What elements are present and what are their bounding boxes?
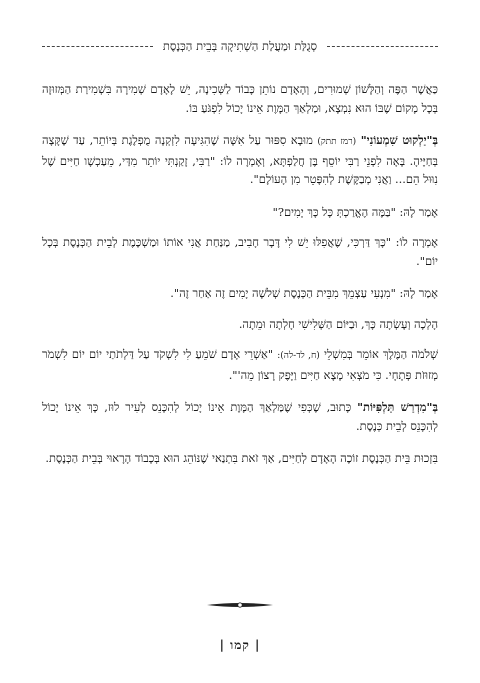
paragraph-7 xyxy=(42,345,438,384)
page-body xyxy=(42,80,438,482)
paragraph-7-quote: "אַשְׁרֵי אָדָם שֹׁמֵעַ לִי לִשְׁקֹד עַל דַּלְתֹתַי יוֹם יוֹם לִשְׁמֹר מְזוּזֹת פְּתָחָי. כִּי מֹצְאִי מָצָא חַיִּים וַיָּפֶק רָצוֹן מֵה'". xyxy=(42,347,438,382)
page-number: | קמו | xyxy=(219,638,261,652)
paragraph-9 xyxy=(42,449,438,468)
paragraph-3-text: אָמַר לָהּ: "בַּמֶּה הֶאֱרַכְתְּ כָּל כָּךְ יָמִים?" xyxy=(272,204,438,219)
paragraph-8-lead: בְּ"מִדְרַשׁ תַּלְפִּיּוֹת" xyxy=(357,400,438,414)
paragraph-3 xyxy=(42,203,438,222)
header-title: סְגֻלַּת וּמַעֲלַת הַשְׁתִיקָה בְּבֵית הַכְּנֶסֶת xyxy=(162,39,318,53)
paragraph-9-text: בִּזְכוּת בֵּית הַכְּנֶסֶת זוֹכֶה הָאָדָם לְחַיִּים, אַךְ זֹאת בִּתְנַאי שֶׁנּוֹהֵג הוּא בְּכָבוֹד הָרָאוּי בְּבֵית הַכְּנֶסֶת. xyxy=(45,451,438,465)
section-divider-ornament xyxy=(205,600,275,610)
paragraph-2-text: מוּבָא סִפּוּר עַל אִשָּׁה שֶׁהִגִּיעָה לִזְקְנָה מֻפְלֶגֶת בְּיוֹתֵר, עַד שֶׁקָּצָה בְּחַיֶּיהָ. בָּאָה לִפְנֵי רַבִּי יוֹסֵף בֶּן חֲלַפְתָּא, וְאָמְרָה לוֹ: "רַבִּי, זָקַנְתִּי יוֹתֵר מִדַּי, מֵעַכְשָׁו חַיִּים שֶׁל נִוּוּל הֵם... וַאֲנִי מְבַקֶּשֶׁת לְהִפָּטֵר מִן הָעוֹלָם". xyxy=(42,133,438,186)
paragraph-2-lead: בְּ"יַלְקוּט שִׁמְעוֹנִי" xyxy=(360,133,438,147)
paragraph-8 xyxy=(42,398,438,435)
running-header xyxy=(42,38,438,54)
paragraph-2 xyxy=(42,131,438,189)
paragraph-2-reference: (רמז תתק) xyxy=(317,137,357,147)
paragraph-7-text: שְׁלֹמֹה הַמֶּלֶךְ אוֹמֵר בְּמִשְׁלֵי xyxy=(323,347,439,361)
paragraph-1-text: כַּאֲשֶׁר הַפֶּה וְהַלָּשׁוֹן שְׁמוּרִים, וְהָאָדָם נוֹתֵן כָּבוֹד לַשְּׁכִינָה, יֵשׁ לָאָדָם שְׁמִירָה בִּשְׁמִירַת הַמְּזוּזָה בְּכָל מָקוֹם שֶׁבּוֹ הוּא נִמְצָא, וּמַלְאַךְ הַמָּוֶת אֵינוֹ יָכוֹל לִפְגֹּעַ בּוֹ. xyxy=(42,82,438,115)
paragraph-8-text: כָּתוּב, שֶׁכְּפִי שֶׁמַּלְאַךְ הַמָּוֶת אֵינוֹ יָכוֹל לְהִכָּנֵס לְעִיר לוּז, כָּךְ אֵינוֹ יָכוֹל לְהִכָּנֵס לְבֵית כְּנֶסֶת. xyxy=(42,400,438,433)
paragraph-6-text: הָלְכָה וְעָשְׂתָה כָּךְ, וּבַיּוֹם הַשְּׁלִישִׁי חָלְתָה וּמֵתָה. xyxy=(238,316,438,331)
paragraph-5-text: אָמַר לָהּ: "מִנְעִי עַצְמֵךְ מִבֵּית הַכְּנֶסֶת שְׁלֹשָׁה יָמִים זֶה אַחַר זֶה". xyxy=(170,286,438,300)
paragraph-1 xyxy=(42,80,438,117)
paragraph-5 xyxy=(42,284,438,303)
paragraph-4-text: אָמְרָה לוֹ: "כָּךְ דַּרְכִּי, שֶׁאֲפִלּוּ יֵשׁ לִי דָּבָר חָבִיב, מַנַּחַת אֲנִי אוֹתוֹ וּמַשְׁכֶּמֶת לְבֵית הַכְּנֶסֶת בְּכָל יוֹם". xyxy=(42,235,438,268)
header-rule-right xyxy=(327,46,438,47)
header-rule-left xyxy=(42,46,153,47)
paragraph-6 xyxy=(42,315,438,334)
paragraph-4 xyxy=(42,233,438,270)
paragraph-7-reference: (ח, לד-לה): xyxy=(277,351,320,361)
